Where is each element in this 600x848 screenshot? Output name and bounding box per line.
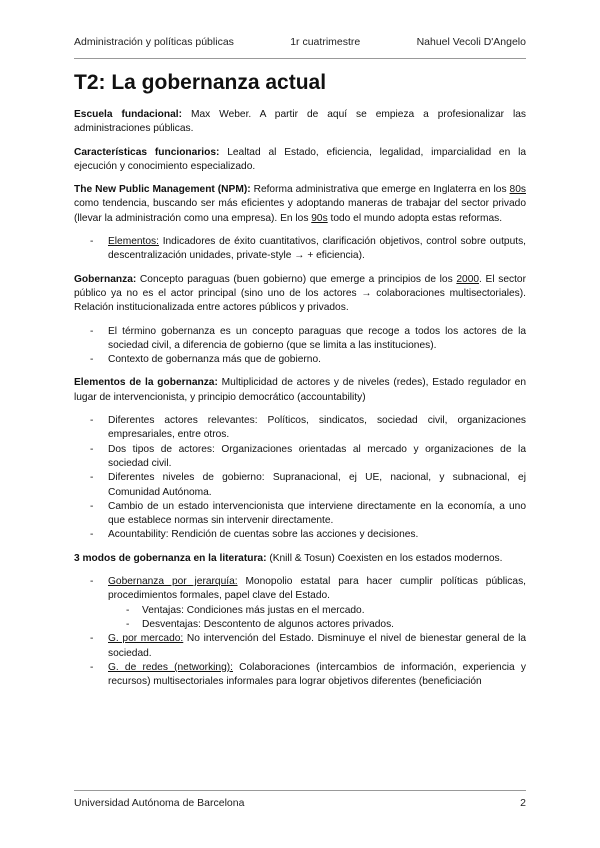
paragraph-text: Lealtad al Estado, eficiencia, legalidad, imparcialidad en la ejecución y conocimiento especializado.	[74, 146, 526, 172]
list-item-text: No intervención del Estado. Disminuye el nivel de bienestar general de la sociedad.	[108, 633, 527, 659]
list-item-text: Indicadores de éxito cuantitativos, clarificación objetivos, control sobre outputs, descentralización unidades, private-style → + eficiencia).	[108, 236, 526, 262]
list-item: - Dos tipos de actores: Organizaciones orientadas al mercado y organizaciones de la sociedad civil.	[108, 443, 526, 472]
sub-list-item: - Desventajas: Descontento de algunos actores privados.	[142, 618, 526, 632]
list-item-mercado	[108, 632, 526, 661]
underlined-label: G. de redes (networking):	[108, 661, 233, 673]
document-body	[74, 70, 526, 698]
paragraph-text: todo el mundo adopta estas reformas.	[327, 212, 503, 224]
header-author: Nahuel Vecoli D'Angelo	[416, 36, 526, 48]
paragraph-caracteristicas	[74, 146, 526, 175]
list-item-text: Monopolio estatal para hacer cumplir políticas públicas, procedimientos formales, papel clave del Estado.	[108, 576, 526, 602]
paragraph-text: (Knill & Tosun) Coexisten en los estados modernos.	[266, 552, 503, 564]
term-label: Características funcionarios:	[74, 146, 220, 158]
list-item: - Cambio de un estado intervencionista que interviene directamente en la economía, a uno que establece normas sin intervenir directamente.	[108, 500, 526, 529]
npm-list	[74, 235, 526, 264]
header-divider	[74, 58, 526, 59]
paragraph-elementos	[74, 376, 526, 405]
footer-divider	[74, 790, 526, 791]
paragraph-escuela	[74, 108, 526, 137]
term-label: Gobernanza:	[74, 273, 137, 285]
page-header	[74, 36, 526, 48]
jerarquia-sublist	[108, 604, 526, 633]
list-item: - Diferentes actores relevantes: Políticos, sindicatos, sociedad civil, organizaciones empresariales, entre otros.	[108, 414, 526, 443]
page-number: 2	[520, 797, 526, 809]
page-footer	[74, 797, 526, 809]
underlined-text: 90s	[311, 212, 328, 224]
list-item-jerarquia	[108, 575, 526, 632]
underlined-label: Gobernanza por jerarquía:	[108, 576, 238, 588]
gobernanza-list	[74, 325, 526, 368]
list-item-text: Colaboraciones (intercambios de información, experiencia y recursos) multisectoriales informales para lograr objetivos diferentes (beneficiación	[108, 661, 526, 688]
paragraph-text: . El sector público ya no es el actor principal (sino uno de los actores → colaboraciones multisectoriales). Relación institucionalizada entre actores públicos y privados.	[74, 273, 526, 314]
header-course: Administración y políticas públicas	[74, 36, 234, 48]
list-item: - Diferentes niveles de gobierno: Supranacional, ej UE, nacional, y subnacional, ej Comunidad Autónoma.	[108, 471, 526, 500]
page-title: T2: La gobernanza actual	[74, 71, 327, 94]
paragraph-text: Max Weber. A partir de aquí se empieza a profesionalizar las administraciones públicas.	[74, 109, 526, 135]
list-item	[108, 235, 526, 264]
list-item-redes	[108, 661, 526, 690]
term-label: Elementos de la gobernanza:	[74, 377, 218, 389]
list-item: - El término gobernanza es un concepto paraguas que recoge a todos los actores de la sociedad civil, a diferencia de gobierno (que se limita a las instituciones).	[108, 325, 526, 354]
paragraph-gobernanza	[74, 273, 526, 316]
term-label: 3 modos de gobernanza en la literatura:	[74, 552, 267, 564]
header-term: 1r cuatrimestre	[290, 36, 361, 48]
term-label: The New Public Management (NPM):	[74, 184, 251, 196]
paragraph-modos	[74, 552, 526, 566]
paragraph-text: Concepto paraguas (buen gobierno) que emerge a principios de los	[136, 273, 457, 285]
underlined-text: 2000	[456, 273, 480, 285]
paragraph-text: Multiplicidad de actores y de niveles (redes), Estado regulador en lugar de intervencionista, y principio democrático (accountability)	[74, 377, 526, 403]
paragraph-text: Reforma administrativa que emerge en Inglaterra en los	[250, 184, 510, 196]
modos-list	[74, 575, 526, 689]
footer-university: Universidad Autónoma de Barcelona	[74, 797, 245, 809]
list-item: - Acountability: Rendición de cuentas sobre las acciones y decisiones.	[108, 528, 526, 542]
term-label: Escuela fundacional:	[74, 109, 183, 120]
paragraph-npm	[74, 183, 526, 226]
underlined-label: Elementos:	[108, 236, 159, 248]
list-item: - Contexto de gobernanza más que de gobierno.	[108, 353, 526, 367]
elementos-list	[74, 414, 526, 543]
sub-list-item: - Ventajas: Condiciones más justas en el mercado.	[142, 604, 526, 618]
paragraph-text: como tendencia, buscando ser más eficientes y adoptando maneras de trabajar del sector privado (llevar la administración como una empresa). En los	[74, 198, 526, 224]
underlined-label: G. por mercado:	[108, 633, 184, 645]
underlined-text: 80s	[509, 184, 526, 196]
